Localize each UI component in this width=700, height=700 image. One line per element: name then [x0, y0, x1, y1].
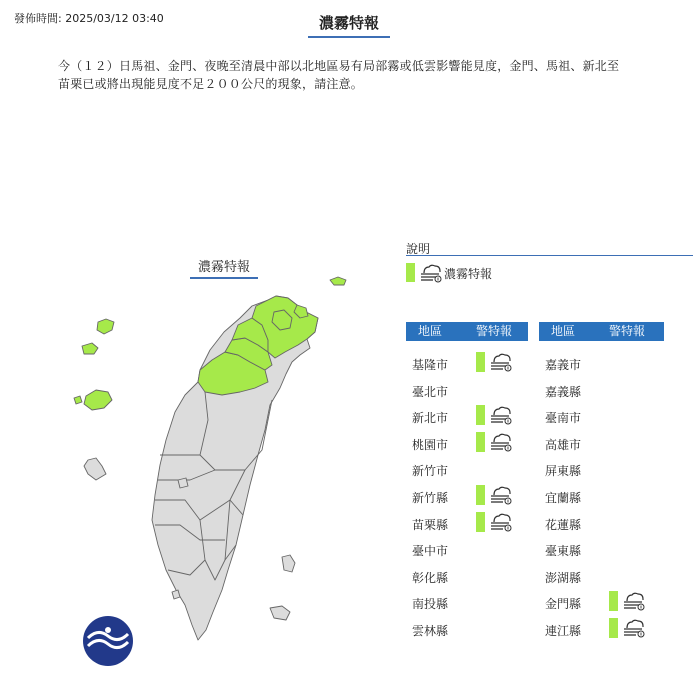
table-row [539, 351, 669, 377]
fog-icon [489, 405, 513, 429]
region-name: 臺南市 [545, 411, 582, 426]
table-row [539, 378, 669, 404]
table-row [539, 537, 669, 563]
region-name: 新竹縣 [412, 491, 449, 505]
region-name: 嘉義市 [545, 358, 582, 372]
region-orchid-island [270, 606, 290, 620]
region-name: 雲林縣 [412, 624, 449, 638]
table-row [406, 564, 536, 590]
region-name: 新北市 [412, 411, 449, 426]
legend-divider [406, 255, 693, 256]
legend-swatch [406, 263, 415, 282]
region-name: 嘉義縣 [545, 384, 582, 399]
region-name: 南投縣 [412, 597, 449, 612]
table-row [406, 511, 536, 537]
table-row [406, 351, 536, 377]
region-matsu-south [82, 343, 98, 354]
region-name: 臺北市 [412, 384, 449, 399]
warning-swatch [609, 591, 618, 611]
table-header-left [406, 322, 528, 341]
region-name: 連江縣 [545, 624, 582, 638]
table-row [539, 484, 669, 510]
table-row [539, 564, 669, 590]
warning-swatch [476, 485, 485, 505]
warning-swatch [476, 352, 485, 372]
region-name: 花蓮縣 [545, 517, 582, 532]
table-row [406, 404, 536, 430]
table-row [406, 378, 536, 404]
fog-icon [489, 432, 513, 456]
table-row [539, 590, 669, 616]
warning-description: 今（１２）日馬祖、金門、夜晚至清晨中部以北地區易有局部霧或低雲影響能見度，金門、馬祖、新北至 苗栗已或將出現能見度不足２００公尺的現象，請注意。 [58, 59, 620, 91]
region-matsu-north [330, 277, 346, 285]
header-region: 地區 [418, 324, 443, 338]
table-row [406, 537, 536, 563]
table-row [406, 617, 536, 643]
header-region: 地區 [551, 324, 576, 338]
region-kinmen [84, 390, 112, 410]
region-name: 屏東縣 [545, 464, 582, 479]
region-name: 臺中市 [412, 544, 449, 559]
table-row [539, 457, 669, 483]
cwa-logo [83, 616, 133, 666]
region-name: 新竹市 [412, 464, 449, 479]
warning-swatch [476, 405, 485, 425]
table-row [539, 617, 669, 643]
region-green-island [282, 555, 295, 572]
region-liuqiu [172, 590, 180, 599]
region-name: 桃園市 [412, 437, 449, 452]
region-name: 臺東縣 [545, 544, 582, 559]
table-row [406, 590, 536, 616]
table-row [539, 404, 669, 430]
issue-time: 發佈時間: 2025/03/12 03:40 [14, 12, 164, 25]
region-name: 澎湖縣 [545, 570, 582, 585]
legend-title: 說明 [406, 242, 431, 256]
table-header-right [539, 322, 664, 341]
region-kinmen-small [74, 396, 82, 404]
header-warning: 警特報 [609, 324, 646, 338]
fog-icon [622, 591, 646, 615]
fog-icon [489, 512, 513, 536]
fog-icon [489, 352, 513, 376]
table-row [406, 484, 536, 510]
region-name: 宜蘭縣 [545, 491, 582, 505]
fog-icon [489, 485, 513, 509]
region-name: 基隆市 [412, 358, 449, 372]
legend-label: 濃霧特報 [444, 267, 493, 281]
region-taichung-sea [178, 478, 188, 488]
table-row [539, 431, 669, 457]
region-penghu [84, 458, 106, 480]
region-name: 苗栗縣 [412, 517, 449, 532]
fog-icon [419, 263, 443, 287]
warning-swatch [476, 432, 485, 452]
table-row [539, 511, 669, 537]
table-row [406, 431, 536, 457]
fog-icon [622, 618, 646, 642]
taiwan-map [0, 270, 400, 690]
warning-swatch [609, 618, 618, 638]
page-title: 濃霧特報 [308, 12, 390, 38]
header-warning: 警特報 [476, 324, 513, 338]
region-name: 高雄市 [545, 437, 582, 452]
map-title: 濃霧特報 [190, 256, 258, 279]
table-row [406, 457, 536, 483]
warning-swatch [476, 512, 485, 532]
region-matsu [97, 319, 114, 334]
region-name: 金門縣 [545, 597, 582, 612]
region-name: 彰化縣 [412, 570, 449, 585]
